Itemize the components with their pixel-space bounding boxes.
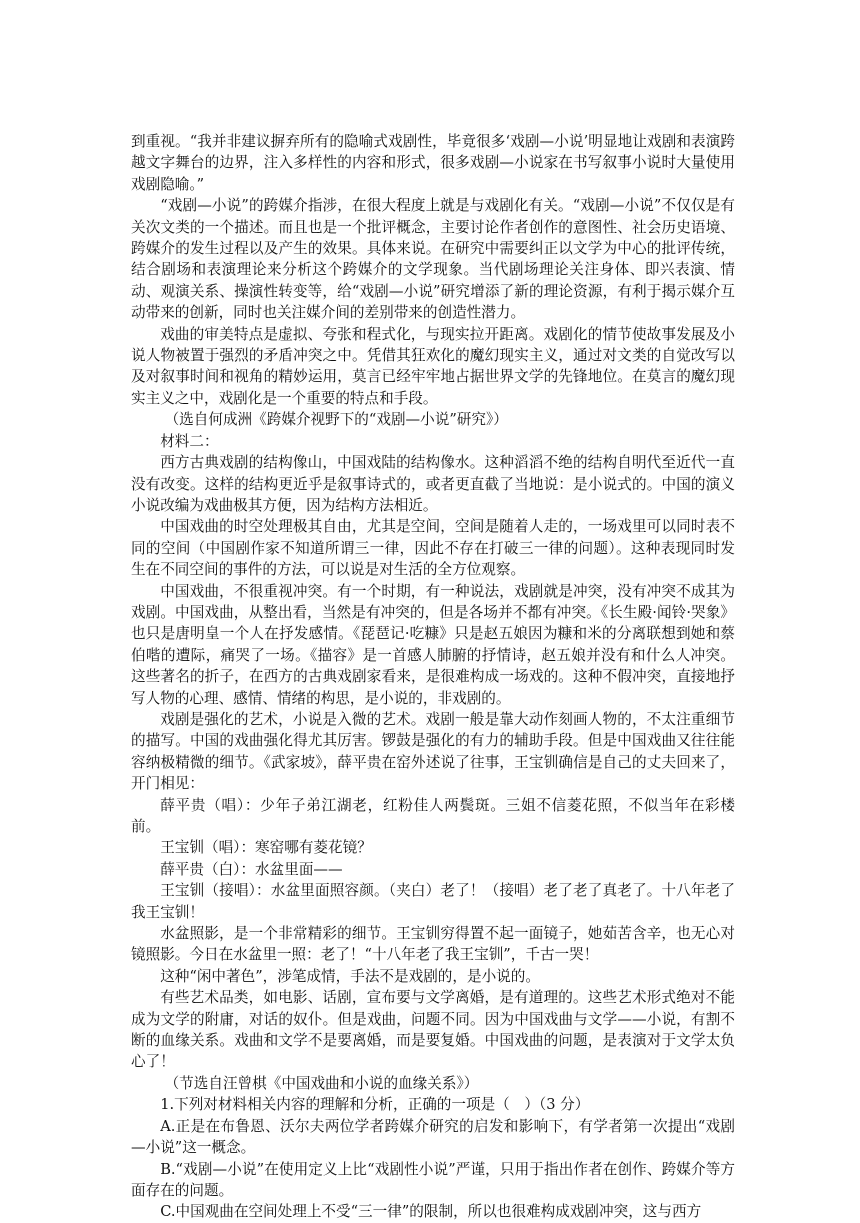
- option-a: A.正是在布鲁恩、沃尔夫两位学者跨媒介研究的启发和影响下，有学者第一次提出“戏剧—小说”这一概念。: [131, 1117, 735, 1157]
- paragraph-intensified-art: 戏剧是强化的艺术，小说是入微的艺术。戏剧一般是靠大动作刻画人物的，不太注重细节的描写。中国的戏曲强化得尤其厉害。锣鼓是强化的有力的辅助手段。但是中国戏曲又往往能容纳极精微的细节。《武家坡》，薛平贵在窑外述说了往事，王宝钏确信是自己的丈夫回来了，开门相见：: [131, 710, 735, 793]
- option-c: C.中国观曲在空间处理上不受“三一律”的限制，所以也很难构成戏剧冲突，这与西方: [160, 1203, 702, 1221]
- source-citation-1: （选自何成洲《跨媒介视野下的“戏剧—小说”研究》）: [164, 411, 508, 429]
- paragraph-continuation: 到重视。“我并非建议摒弃所有的隐喻式戏剧性，毕竟很多‘戏剧—小说’明显地让戏剧和表演跨越文字舞台的边界，注入多样性的内容和形式，很多戏剧—小说家在书写叙事小说时大量使用戏剧隐喻。”: [131, 133, 735, 193]
- paragraph-time-space: 中国戏曲的时空处理极其自由，尤其是空间，空间是随着人走的，一场戏里可以同时表不同的空间（中国剧作家不知道所谓三一律，因此不存在打破三一律的问题）。这种表现同时发生在不同空间的事件的方法，可以说是对生活的全方位观察。: [131, 518, 735, 579]
- paragraph-moyan-dramatization: 戏曲的审美特点是虚拟、夸张和程式化，与现实拉开距离。戏剧化的情节使故事发展及小说人物被置于强烈的矛盾冲突之中。凭借其狂欢化的魔幻现实主义，通过对文类的自觉改写以及对叙事时间和视角的精妙运用，莫言已经牢牢地占据世界文学的先锋地位。在莫言的魔幻现实主义之中，戏剧化是一个重要的特点和手段。: [131, 325, 735, 407]
- source-citation-2: （节选自汪曾棋《中国戏曲和小说的血缘关系》）: [164, 1074, 479, 1092]
- question-1: 1.下列对材料相关内容的理解和分析，正确的一项是（ ）（3 分）: [160, 1096, 590, 1114]
- material-two-heading: 材料二：: [160, 432, 219, 450]
- dialogue-line-3: 薛平贵（白）：水盆里面——: [160, 860, 343, 878]
- paragraph-drama-novel-mediality: “戏剧—小说”的跨媒介指涉，在很大程度上就是与戏剧化有关。“戏剧—小说”不仅仅是有关次文类的一个描述。而且也是一个批评概念，主要讨论作者创作的意图性、社会历史语境、跨媒介的发生过程以及产生的效果。具体来说。在研究中需要纠正以文学为中心的批评传统，结合剧场和表演理论来分析这个跨媒介的文学现象。当代剧场理论关注身体、即兴表演、情动、观演关系、操演性转变等，给“戏剧—小说”研究增添了新的理论资源，有利于揭示媒介互动带来的创新，同时也关注媒介间的差别带来的创造性潜力。: [131, 197, 735, 322]
- paragraph-structure-mountain-water: 西方古典戏剧的结构像山，中国戏陆的结构像水。这种滔滔不绝的结构自明代至近代一直没有改变。这样的结构更近乎是叙事诗式的，或者更直截了当地说：是小说式的。中国的演义小说改编为戏曲极其方便，因为结构方法相近。: [131, 454, 735, 514]
- paragraph-idle-color: 这种“闲中著色”，涉笔成情，手法不是戏剧的，是小说的。: [160, 967, 540, 985]
- dialogue-line-1: 薛平贵（唱）：少年子弟江湖老，红粉佳人两鬓斑。三姐不信菱花照，不似当年在彩楼前。: [131, 796, 735, 835]
- option-b: B.“戏剧—小说”在使用定义上比“戏剧性小说”严谨，只用于指出作者在创作、跨媒介等方面存在的问题。: [131, 1160, 735, 1199]
- document-body: [131, 131, 735, 1223]
- paragraph-conflict: 中国戏曲，不很重视冲突。有一个时期，有一种说法，戏剧就是冲突，没有冲突不成其为戏剧。中国戏曲，从整出看，当然是有冲突的，但是各场并不都有冲突。《长生殿·闻铃·哭象》也只是唐明皇一个人在抒发感情。《琵琶记·吃糠》只是赵五娘因为糠和米的分离联想到她和蔡伯喈的遭际，痛哭了一场。《描容》是一首感人肺腑的抒情诗，赵五娘并没有和什么人冲突。这些著名的折子，在西方的古典戏剧家看来，是很难构成一场戏的。这种不假冲突，直接地抒写人物的心理、感情、情绪的构思，是小说的，非戏剧的。: [131, 582, 735, 707]
- paragraph-water-basin: 水盆照影，是一个非常精彩的细节。王宝钏穷得置不起一面镜子，她茹苦含辛，也无心对镜照影。今日在水盆里一照：老了！“十八年老了我王宝钏”，千古一哭！: [131, 925, 735, 964]
- dialogue-line-4: 王宝钏（接唱）：水盆里面照容颜。（夹白）老了！（接唱）老了老了真老了。十八年老了我王宝钏！: [131, 882, 735, 921]
- dialogue-line-2: 王宝钏（唱）：寒窑哪有菱花镜？: [160, 839, 372, 857]
- paragraph-divorce-remarry: 有些艺术品类，如电影、话剧，宣布要与文学离婚，是有道理的。这些艺术形式绝对不能成为文学的附庸，对话的奴仆。但是戏曲，问题不同。因为中国戏曲与文学——小说，有割不断的血缘关系。戏曲和文学不是要离婚，而是要复婚。中国戏曲的问题，是表演对于文学太负心了！: [131, 989, 735, 1071]
